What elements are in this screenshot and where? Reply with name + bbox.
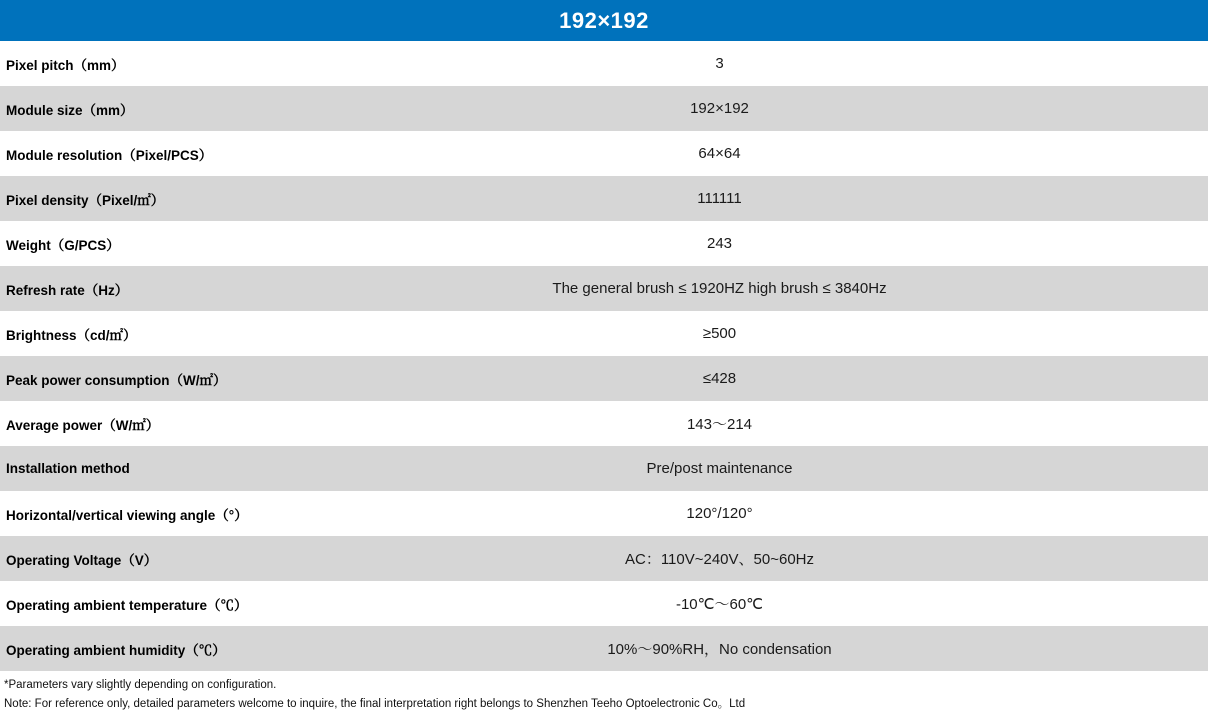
- specification-table-body: [0, 41, 1208, 671]
- parameter-value: 120°/120°: [331, 491, 1208, 536]
- table-row: [0, 86, 1208, 131]
- parameter-value: The general brush ≤ 1920HZ high brush ≤ 3840Hz: [331, 266, 1208, 311]
- parameter-value: 111111: [331, 176, 1208, 221]
- spec-title-bar: 192×192: [0, 0, 1208, 41]
- parameter-name: Brightness（cd/㎡）: [0, 311, 331, 356]
- parameter-value: ≥500: [331, 311, 1208, 356]
- parameter-value: 143～214: [331, 401, 1208, 446]
- table-row: [0, 581, 1208, 626]
- parameter-name: Module size（mm）: [0, 86, 331, 131]
- table-row: [0, 626, 1208, 671]
- parameter-name: Operating ambient humidity（℃）: [0, 626, 331, 671]
- table-row: [0, 41, 1208, 86]
- parameter-value: 243: [331, 221, 1208, 266]
- parameter-value: ≤428: [331, 356, 1208, 401]
- parameter-name: Installation method: [0, 446, 331, 491]
- parameter-value: 10%～90%RH，No condensation: [331, 626, 1208, 671]
- parameter-value: 64×64: [331, 131, 1208, 176]
- parameter-name: Operating Voltage（V）: [0, 536, 331, 581]
- table-row: [0, 401, 1208, 446]
- footnote-disclaimer: Note: For reference only, detailed parameters welcome to inquire, the final interpretation right belongs to Shenzhen Teeho Optoelectronic Co。Ltd: [4, 697, 746, 710]
- parameter-name: Average power（W/㎡）: [0, 401, 331, 446]
- parameter-value: 3: [331, 41, 1208, 86]
- parameter-value: AC：110V~240V、50~60Hz: [331, 536, 1208, 581]
- table-row: [0, 266, 1208, 311]
- table-row: [0, 131, 1208, 176]
- parameter-name: Module resolution（Pixel/PCS）: [0, 131, 331, 176]
- table-row: [0, 491, 1208, 536]
- parameter-name: Horizontal/vertical viewing angle（°）: [0, 491, 331, 536]
- table-row: [0, 221, 1208, 266]
- table-row: [0, 176, 1208, 221]
- parameter-value: -10℃～60℃: [331, 581, 1208, 626]
- table-row: [0, 311, 1208, 356]
- footnote-parameters: *Parameters vary slightly depending on configuration.: [4, 679, 277, 691]
- parameter-name: Refresh rate（Hz）: [0, 266, 331, 311]
- table-row: [0, 446, 1208, 491]
- parameter-name: Pixel density（Pixel/㎡）: [0, 176, 331, 221]
- parameter-value: 192×192: [331, 86, 1208, 131]
- table-row: [0, 536, 1208, 581]
- specification-table: [0, 41, 1208, 671]
- parameter-name: Weight（G/PCS）: [0, 221, 331, 266]
- table-row: [0, 356, 1208, 401]
- parameter-value: Pre/post maintenance: [331, 446, 1208, 491]
- footnotes: [0, 671, 1208, 714]
- parameter-name: Peak power consumption（W/㎡）: [0, 356, 331, 401]
- parameter-name: Operating ambient temperature（℃）: [0, 581, 331, 626]
- parameter-name: Pixel pitch（mm）: [0, 41, 331, 86]
